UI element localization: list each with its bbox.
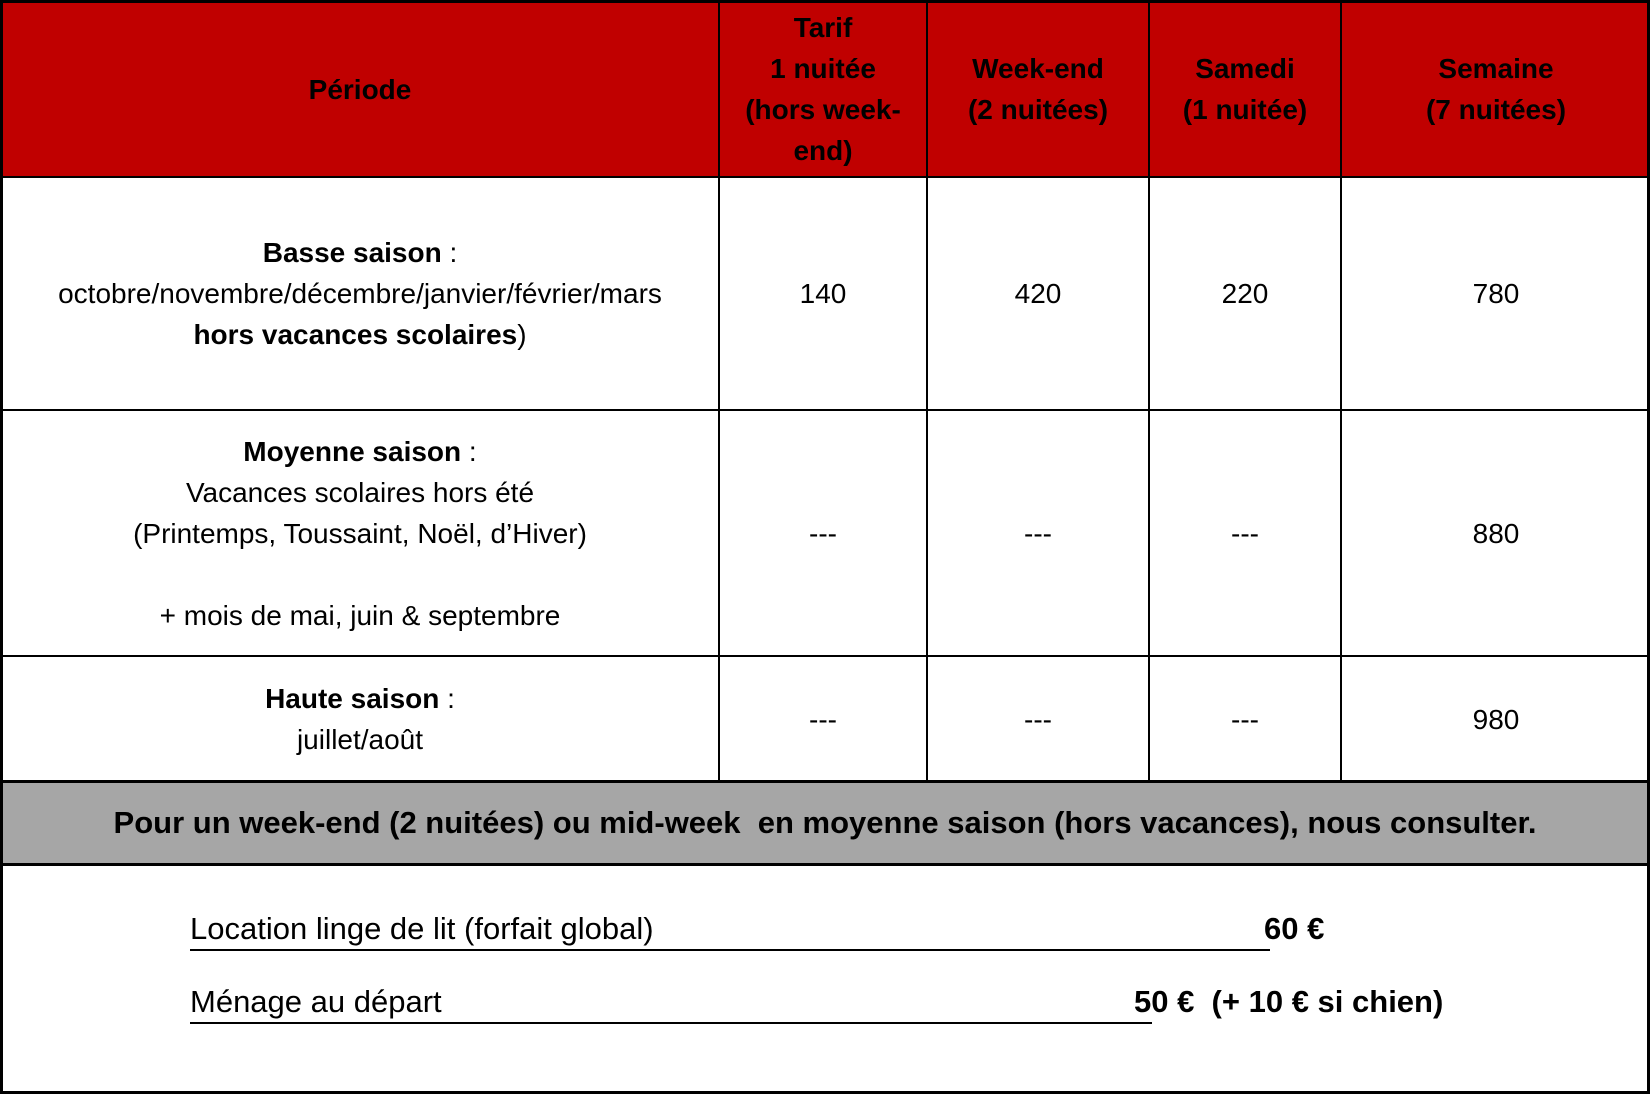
- period-line: juillet/août: [296, 724, 424, 755]
- price-cell: ---: [927, 410, 1149, 656]
- price-cell: ---: [719, 656, 927, 782]
- header-tarif-line: end): [793, 135, 853, 166]
- season-sep: :: [441, 237, 458, 268]
- season-sep: :: [461, 435, 477, 467]
- price-cell: 980: [1341, 656, 1650, 782]
- price-cell: ---: [719, 410, 927, 656]
- period-bold: hors vacances scolaires: [193, 319, 518, 350]
- header-tarif-line: 1 nuitée: [770, 53, 876, 84]
- price-cell: 220: [1149, 177, 1341, 410]
- extra-label: Ménage au départ: [190, 982, 1152, 1024]
- period-line: + mois de mai, juin & septembre: [159, 599, 561, 631]
- price-cell: ---: [1149, 656, 1341, 782]
- header-weekend-line: Week-end: [972, 53, 1104, 84]
- extra-label: Location linge de lit (forfait global): [190, 909, 1270, 951]
- price-cell: ---: [1149, 410, 1341, 656]
- season-sep: :: [439, 683, 455, 714]
- header-samedi-line: (1 nuitée): [1182, 94, 1308, 125]
- consult-banner: Pour un week-end (2 nuitées) ou mid-week en moyenne saison (hors vacances), nous consulter.: [0, 780, 1650, 866]
- price-cell: ---: [927, 656, 1149, 782]
- season-name: Basse saison: [262, 237, 442, 268]
- price-cell: 140: [719, 177, 927, 410]
- extra-price: 50 € (+ 10 € si chien): [1134, 984, 1444, 1019]
- header-semaine-line: (7 nuitées): [1425, 94, 1567, 125]
- extra-price: 60 €: [1264, 911, 1325, 946]
- header-samedi-line: Samedi: [1195, 53, 1295, 84]
- period-line: Vacances scolaires hors été: [185, 476, 535, 508]
- season-name: Moyenne saison: [243, 435, 462, 467]
- price-cell: 420: [927, 177, 1149, 410]
- header-weekend-line: (2 nuitées): [967, 94, 1109, 125]
- header-tarif-line: (hors week-: [745, 94, 901, 125]
- period-line: (Printemps, Toussaint, Noël, d’Hiver): [133, 517, 587, 549]
- season-name: Haute saison: [265, 683, 440, 714]
- period-tail: ): [517, 319, 527, 350]
- price-cell: 780: [1341, 177, 1650, 410]
- header-semaine-line: Semaine: [1438, 53, 1554, 84]
- price-cell: 880: [1341, 410, 1650, 656]
- header-tarif-line: Tarif: [793, 12, 853, 43]
- header-periode: Période: [1, 1, 719, 177]
- period-line: octobre/novembre/décembre/janvier/février/mars: [58, 278, 662, 309]
